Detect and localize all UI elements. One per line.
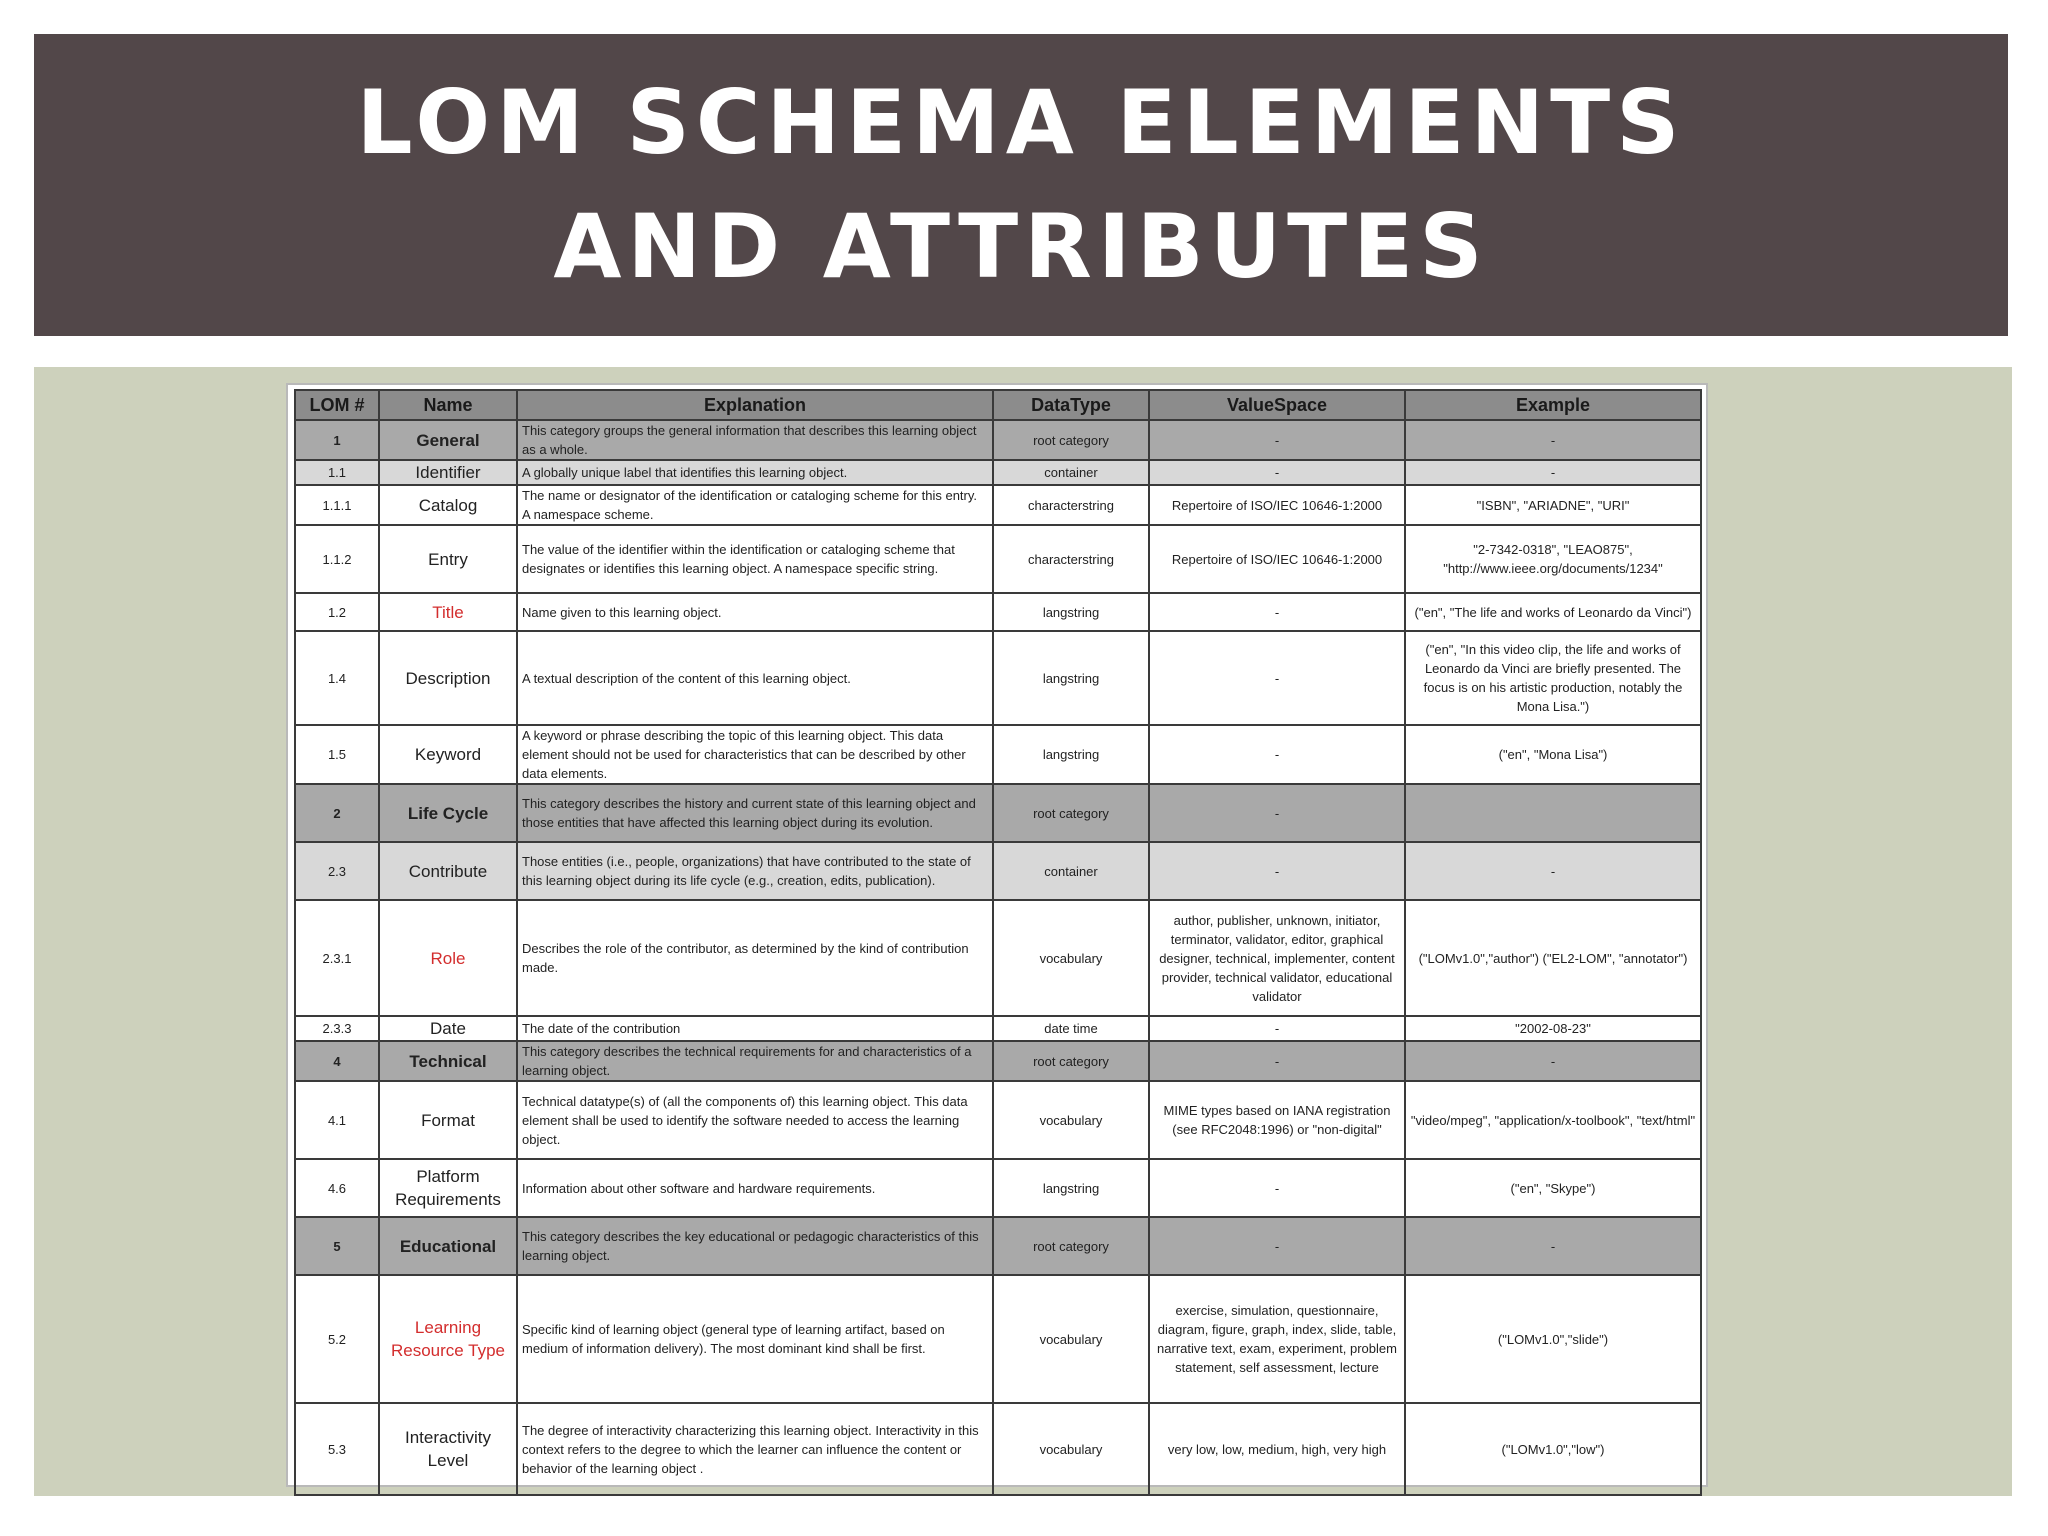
cell-datatype: root category (993, 784, 1149, 842)
table-row (295, 1217, 1701, 1275)
cell-name: Keyword (379, 725, 517, 784)
cell-explanation: A globally unique label that identifies this learning object. (517, 460, 993, 485)
cell-lom-number: 2.3.1 (295, 900, 379, 1016)
table-row (295, 631, 1701, 725)
cell-name: Platform Requirements (379, 1159, 517, 1217)
cell-example: ("LOMv1.0","low") (1405, 1403, 1701, 1495)
cell-name: Date (379, 1016, 517, 1041)
cell-lom-number: 5.2 (295, 1275, 379, 1403)
cell-name: Entry (379, 525, 517, 593)
cell-example: - (1405, 1041, 1701, 1081)
cell-example: "video/mpeg", "application/x-toolbook", "text/html" (1405, 1081, 1701, 1159)
cell-valuespace: - (1149, 784, 1405, 842)
cell-valuespace: very low, low, medium, high, very high (1149, 1403, 1405, 1495)
cell-datatype: root category (993, 1041, 1149, 1081)
cell-name: Learning Resource Type (379, 1275, 517, 1403)
cell-lom-number: 4.1 (295, 1081, 379, 1159)
cell-example: "2002-08-23" (1405, 1016, 1701, 1041)
lom-table (294, 389, 1702, 1496)
cell-lom-number: 1.1.1 (295, 485, 379, 525)
cell-datatype: date time (993, 1016, 1149, 1041)
cell-valuespace: - (1149, 1016, 1405, 1041)
table-row (295, 784, 1701, 842)
cell-valuespace: MIME types based on IANA registration (see RFC2048:1996) or "non-digital" (1149, 1081, 1405, 1159)
cell-example: ("LOMv1.0","slide") (1405, 1275, 1701, 1403)
cell-example: - (1405, 842, 1701, 900)
cell-explanation: The value of the identifier within the identification or cataloging scheme that designates or identifies this learning object. A namespace specific string. (517, 525, 993, 593)
cell-datatype: langstring (993, 593, 1149, 631)
cell-explanation: This category groups the general information that describes this learning object as a whole. (517, 420, 993, 460)
cell-name: Title (379, 593, 517, 631)
table-row (295, 525, 1701, 593)
cell-example: ("en", "Skype") (1405, 1159, 1701, 1217)
cell-explanation: Those entities (i.e., people, organizations) that have contributed to the state of this learning object during its life cycle (e.g., creation, edits, publication). (517, 842, 993, 900)
cell-explanation: Name given to this learning object. (517, 593, 993, 631)
cell-valuespace: exercise, simulation, questionnaire, diagram, figure, graph, index, slide, table, narrative text, exam, experiment, problem statement, self assessment, lecture (1149, 1275, 1405, 1403)
header-lom-number: LOM # (295, 390, 379, 420)
header-name: Name (379, 390, 517, 420)
cell-name: Technical (379, 1041, 517, 1081)
table-row (295, 725, 1701, 784)
cell-example: ("LOMv1.0","author") ("EL2-LOM", "annotator") (1405, 900, 1701, 1016)
cell-lom-number: 2.3.3 (295, 1016, 379, 1041)
table-row (295, 1159, 1701, 1217)
table-row (295, 1275, 1701, 1403)
cell-datatype: characterstring (993, 485, 1149, 525)
cell-explanation: A keyword or phrase describing the topic of this learning object. This data element should not be used for characteristics that can be described by other data elements. (517, 725, 993, 784)
cell-datatype: vocabulary (993, 900, 1149, 1016)
table-row (295, 420, 1701, 460)
cell-name: General (379, 420, 517, 460)
table-row (295, 1403, 1701, 1495)
table-row (295, 842, 1701, 900)
cell-name: Life Cycle (379, 784, 517, 842)
table-row (295, 1016, 1701, 1041)
cell-valuespace: - (1149, 842, 1405, 900)
table-row (295, 460, 1701, 485)
cell-datatype: container (993, 460, 1149, 485)
cell-datatype: vocabulary (993, 1403, 1149, 1495)
table-row (295, 900, 1701, 1016)
cell-datatype: container (993, 842, 1149, 900)
cell-valuespace: - (1149, 460, 1405, 485)
cell-valuespace: - (1149, 593, 1405, 631)
cell-name: Identifier (379, 460, 517, 485)
table-row (295, 1081, 1701, 1159)
table-header-row (295, 390, 1701, 420)
cell-lom-number: 1.4 (295, 631, 379, 725)
cell-explanation: The degree of interactivity characterizing this learning object. Interactivity in this context refers to the degree to which the learner can influence the content or behavior of the learning object . (517, 1403, 993, 1495)
table-row (295, 1041, 1701, 1081)
cell-valuespace: Repertoire of ISO/IEC 10646-1:2000 (1149, 525, 1405, 593)
table-body (295, 420, 1701, 1495)
header-explanation: Explanation (517, 390, 993, 420)
cell-datatype: langstring (993, 631, 1149, 725)
cell-explanation: Technical datatype(s) of (all the components of) this learning object. This data element shall be used to identify the software needed to access the learning object. (517, 1081, 993, 1159)
cell-lom-number: 4.6 (295, 1159, 379, 1217)
cell-name: Format (379, 1081, 517, 1159)
cell-datatype: vocabulary (993, 1081, 1149, 1159)
cell-lom-number: 5.3 (295, 1403, 379, 1495)
cell-valuespace: - (1149, 1041, 1405, 1081)
cell-example: ("en", "Mona Lisa") (1405, 725, 1701, 784)
cell-name: Contribute (379, 842, 517, 900)
table-row (295, 485, 1701, 525)
cell-valuespace: Repertoire of ISO/IEC 10646-1:2000 (1149, 485, 1405, 525)
table-image (288, 385, 1706, 1485)
title-banner (34, 34, 2008, 336)
cell-valuespace: - (1149, 1159, 1405, 1217)
cell-name: Description (379, 631, 517, 725)
cell-example: - (1405, 420, 1701, 460)
cell-lom-number: 2.3 (295, 842, 379, 900)
cell-valuespace: - (1149, 1217, 1405, 1275)
header-valuespace: ValueSpace (1149, 390, 1405, 420)
cell-name: Role (379, 900, 517, 1016)
cell-explanation: This category describes the history and current state of this learning object and those entities that have affected this learning object during its evolution. (517, 784, 993, 842)
cell-datatype: langstring (993, 1159, 1149, 1217)
cell-example (1405, 784, 1701, 842)
cell-example: - (1405, 460, 1701, 485)
cell-explanation: This category describes the key educational or pedagogic characteristics of this learning object. (517, 1217, 993, 1275)
cell-example: - (1405, 1217, 1701, 1275)
cell-example: "ISBN", "ARIADNE", "URI" (1405, 485, 1701, 525)
cell-datatype: langstring (993, 725, 1149, 784)
cell-explanation: Describes the role of the contributor, as determined by the kind of contribution made. (517, 900, 993, 1016)
cell-valuespace: author, publisher, unknown, initiator, terminator, validator, editor, graphical designer, technical, implementer, content provider, technical validator, educational validator (1149, 900, 1405, 1016)
cell-explanation: Specific kind of learning object (general type of learning artifact, based on medium of information delivery). The most dominant kind shall be first. (517, 1275, 993, 1403)
slide-title: LOM SCHEMA ELEMENTS AND ATTRIBUTES (356, 71, 1686, 298)
header-datatype: DataType (993, 390, 1149, 420)
cell-name: Interactivity Level (379, 1403, 517, 1495)
cell-explanation: The date of the contribution (517, 1016, 993, 1041)
cell-example: ("en", "In this video clip, the life and works of Leonardo da Vinci are briefly presented. The focus is on his artistic production, notably the Mona Lisa.") (1405, 631, 1701, 725)
cell-explanation: The name or designator of the identification or cataloging scheme for this entry. A namespace scheme. (517, 485, 993, 525)
cell-explanation: Information about other software and hardware requirements. (517, 1159, 993, 1217)
cell-lom-number: 1.1.2 (295, 525, 379, 593)
cell-valuespace: - (1149, 631, 1405, 725)
cell-lom-number: 1 (295, 420, 379, 460)
cell-lom-number: 5 (295, 1217, 379, 1275)
cell-example: ("en", "The life and works of Leonardo da Vinci") (1405, 593, 1701, 631)
cell-name: Catalog (379, 485, 517, 525)
cell-valuespace: - (1149, 725, 1405, 784)
cell-lom-number: 2 (295, 784, 379, 842)
cell-datatype: characterstring (993, 525, 1149, 593)
cell-lom-number: 1.2 (295, 593, 379, 631)
cell-lom-number: 1.5 (295, 725, 379, 784)
cell-lom-number: 4 (295, 1041, 379, 1081)
cell-explanation: This category describes the technical requirements for and characteristics of a learning object. (517, 1041, 993, 1081)
cell-datatype: root category (993, 1217, 1149, 1275)
cell-valuespace: - (1149, 420, 1405, 460)
table-row (295, 593, 1701, 631)
cell-datatype: vocabulary (993, 1275, 1149, 1403)
cell-datatype: root category (993, 420, 1149, 460)
cell-lom-number: 1.1 (295, 460, 379, 485)
header-example: Example (1405, 390, 1701, 420)
cell-explanation: A textual description of the content of this learning object. (517, 631, 993, 725)
cell-example: "2-7342-0318", "LEAO875", "http://www.ieee.org/documents/1234" (1405, 525, 1701, 593)
cell-name: Educational (379, 1217, 517, 1275)
